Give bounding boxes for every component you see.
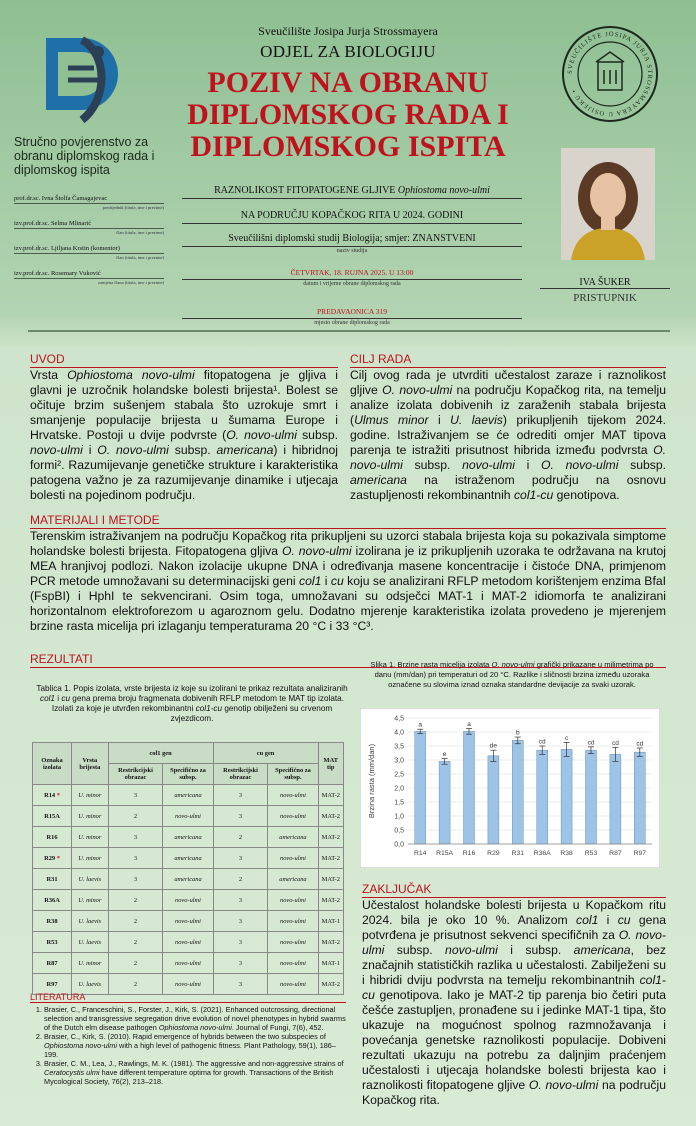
y-tick-label: 2,5 xyxy=(394,771,404,779)
bar xyxy=(586,750,597,844)
table-cell: U. minor xyxy=(72,806,109,827)
bar xyxy=(439,761,450,844)
isolates-table xyxy=(32,742,344,995)
x-tick-label: R38 xyxy=(560,850,573,857)
table-cell: MAT-2 xyxy=(318,806,343,827)
col-header-col1: col1 gen xyxy=(108,743,213,764)
table-cell: R36A xyxy=(33,890,72,911)
table-cell: 3 xyxy=(213,932,268,953)
significance-letter: cd xyxy=(587,739,595,747)
y-tick-label: 1,5 xyxy=(394,799,404,807)
uvod-text: Vrsta Ophiostoma novo-ulmi fitopatogena je gljiva i glavni je uzročnik holandske bolesti brijesta¹. Bolest se očituje brzim sušenjem stabala što uzrokuje smrt i smanjenje populacije brijesta u šumama Europe i Hrvatske. Postoji u dvije podvrste (O. novo-ulmi subsp. novo-ulmi i O. novo-ulmi subsp. americana) i hibridnoj formi². Razumijevanje genetičke strukture i karakteristika patogena važno je za razumijevanje dinamike i utjecaja bolesti na pojedinom području. xyxy=(30,368,338,502)
y-tick-label: 4,5 xyxy=(394,715,404,723)
student-photo xyxy=(561,148,655,260)
y-tick-label: 0,5 xyxy=(394,827,404,835)
table-cell: U. minor xyxy=(72,848,109,869)
table-cell: 3 xyxy=(108,785,163,806)
table-cell: U. minor xyxy=(72,785,109,806)
table-cell: 2 xyxy=(108,932,163,953)
table-row xyxy=(33,869,344,890)
table-cell: R16 xyxy=(33,827,72,848)
table-cell: MAT-2 xyxy=(318,869,343,890)
x-tick-label: R15A xyxy=(436,850,454,857)
significance-letter: e xyxy=(442,751,447,759)
table-row xyxy=(33,848,344,869)
table-cell: 2 xyxy=(108,953,163,974)
table-cell: MAT-1 xyxy=(318,911,343,932)
significance-letter: a xyxy=(418,721,423,729)
defense-place: PREDAVAONICA 319 mjesto obrane diplomskog rada xyxy=(182,307,522,326)
table-cell: 3 xyxy=(213,911,268,932)
section-divider xyxy=(28,330,670,332)
bar xyxy=(488,756,499,844)
committee-member: prof.dr.sc. Ivna Štolfa Čamagajevac predsjednik (titula, ime i prezime) xyxy=(14,195,164,210)
table-row xyxy=(33,827,344,848)
col-header-restr: Restrikcijski obrazac xyxy=(108,764,163,785)
table-row xyxy=(33,806,344,827)
significance-letter: a xyxy=(467,721,471,729)
x-tick-label: R31 xyxy=(511,850,525,857)
table-cell: U. minor xyxy=(72,890,109,911)
table-cell: novo-ulmi xyxy=(163,806,213,827)
bar xyxy=(610,754,621,844)
growth-rate-chart xyxy=(360,708,660,868)
table-cell: 2 xyxy=(108,974,163,995)
table-row xyxy=(33,911,344,932)
col-header-cu: cu gen xyxy=(213,743,318,764)
table-cell: novo-ulmi xyxy=(268,848,318,869)
table-cell: novo-ulmi xyxy=(268,932,318,953)
y-tick-label: 3,5 xyxy=(394,743,404,751)
uvod-heading: UVOD xyxy=(30,352,338,368)
x-tick-label: R36A xyxy=(533,850,551,857)
table-cell: U. laevis xyxy=(72,869,109,890)
literature-item: 3. Brasier, C. M., Lea, J., Rawlings, M. K. (1981). The aggressive and non-aggressive strains of Ceratocystis ulmi have different temperature optima for growth. Transactions of the British Mycological Society, 76(2), 213–218. xyxy=(44,1059,346,1086)
y-axis-label: Brzina rasta (mm/dan) xyxy=(367,743,376,819)
student-block xyxy=(540,277,670,304)
table-cell: novo-ulmi xyxy=(268,911,318,932)
committee-member: izv.prof.dr.sc. Rosemary Vuković zamjena člana (titula, ime i prezime) xyxy=(14,270,164,285)
y-tick-label: 4,0 xyxy=(394,729,404,737)
table-cell: R29 * xyxy=(33,848,72,869)
table-cell: novo-ulmi xyxy=(268,806,318,827)
table-cell: R87 xyxy=(33,953,72,974)
table-cell: 3 xyxy=(108,827,163,848)
department-logo-icon xyxy=(38,30,122,130)
cilj-text: Cilj ovog rada je utvrditi učestalost zaraze i raznolikost gljive O. novo-ulmi na području Kopačkog rita, na temelju analize izolata dobivenih iz zaraženih stabala brijesta (Ulmus minor i U. laevis) prikupljenih tijekom 2024. godine. Istraživanjem se će odrediti omjer MAT tipova parenja te istražiti prisutnost hibrida između podvrsta O. novo-ulmi subsp. novo-ulmi i O. novo-ulmi subsp. americana na istraženom području na osnovu zastupljenosti rekombinantnih col1-cu genotipova. xyxy=(350,368,667,502)
table-cell: MAT-2 xyxy=(318,848,343,869)
table-cell: 3 xyxy=(108,869,163,890)
significance-letter: cd xyxy=(636,740,644,748)
committee-title: Stručno povjerenstvo za obranu diplomskog rada i diplomskog ispita xyxy=(14,135,155,177)
bar xyxy=(634,752,645,844)
table-cell: novo-ulmi xyxy=(163,911,213,932)
table-cell: 3 xyxy=(213,953,268,974)
table-cell: americana xyxy=(163,827,213,848)
chart-caption: Slika 1. Brzine rasta micelija izolata O. novo-ulmi grafički prikazane u milimetrima po danu (mm/dan) pri temperaturi od 20 °C. Razlike i sličnosti brzina između uzoraka označene su slovima iznad oznaka standardne devijacije za svaki uzorak. xyxy=(370,660,654,689)
invitation-title: POZIV NA OBRANU DIPLOMSKOG RADA I DIPLOMSKOG ISPITA xyxy=(187,66,509,163)
thesis-title-line1: RAZNOLIKOST FITOPATOGENE GLJIVE Ophiostoma novo-ulmi xyxy=(182,185,522,199)
literature-list xyxy=(30,1005,346,1086)
table-cell: americana xyxy=(163,848,213,869)
svg-text:SVEUČILIŠTE JOSIPA JURJA STROS: SVEUČILIŠTE JOSIPA JURJA STROSSMAYERA U OSIJEKU • xyxy=(566,30,654,118)
table-cell: americana xyxy=(268,869,318,890)
table-cell: 2 xyxy=(213,827,268,848)
table-cell: MAT-2 xyxy=(318,785,343,806)
metode-text: Terenskim istraživanjem na području Kopačkog rita prikupljeni su uzorci stabala brijesta koja su pokazivala simptome holandske bolesti brijesta. Fitopatogena gljiva O. novo-ulmi izolirana je iz prikupljenih uzoraka te održavana na krutoj MEA hranjivoj podlozi. Nakon izolacije ukupne DNA i određivanja masene koncentracije i čistoće DNA, primjenom PCR metode umnožavani su determinacijski geni col1 i cu koju se analizirani RFLP metodom korištenjem enzima BfaI (FspBI) i HphI te sekvencirani. Osim toga, umnožavani su odsječci MAT-1 i MAT-2 idiomorfa te analizirani horizontalnom elektroforezom u agaroznom gelu. Dodatno mjerenje karakteristika izolata provedeno je mjerenjem brzine rasta micelija pri izlaganju temperaturama 20 °C i 33 °C³. xyxy=(30,529,666,633)
zakljucak-section xyxy=(362,882,666,1108)
y-tick-label: 2,0 xyxy=(394,785,404,793)
table-cell: R38 xyxy=(33,911,72,932)
table-cell: U. minor xyxy=(72,953,109,974)
table-cell: 3 xyxy=(213,890,268,911)
table-cell: americana xyxy=(163,869,213,890)
x-tick-label: R97 xyxy=(633,850,647,857)
department-name: ODJEL ZA BIOLOGIJU xyxy=(260,42,436,61)
table-row xyxy=(33,890,344,911)
table-cell: R31 xyxy=(33,869,72,890)
significance-letter: de xyxy=(489,742,498,750)
col-header-mat: MAT tip xyxy=(318,743,343,785)
table-caption: Tablica 1. Popis izolata, vrste brijesta iz koje su izolirani te prikaz rezultata analiziranih col1 i cu gena prema broju fragmenata dobivenih RFLP metodom te MAT tip izolata. Izolati za koje je utvrđen rekombinantni col1-cu genotip obilježeni su crvenom zvjezdicom. xyxy=(36,684,348,723)
table-cell: 3 xyxy=(213,848,268,869)
bar xyxy=(415,731,426,844)
y-tick-label: 0,0 xyxy=(394,841,404,849)
x-tick-label: R87 xyxy=(609,850,622,857)
col-header-spec: Specifično za subsp. xyxy=(163,764,213,785)
table-cell: 2 xyxy=(108,911,163,932)
metode-section xyxy=(30,513,666,634)
defense-datetime: ČETVRTAK, 18. RUJNA 2025. U 13:00 datum i vrijeme obrane diplomskog rada xyxy=(182,268,522,287)
table-cell: MAT-2 xyxy=(318,974,343,995)
col-header-spec: Specifično za subsp. xyxy=(268,764,318,785)
table-cell: novo-ulmi xyxy=(163,974,213,995)
zakljucak-text: Učestalost holandske bolesti brijesta u Kopačkom ritu 2024. bila je oko 10 %. Analizom col1 i cu gena potvrđena je prisutnost sekvenci specifičnih za O. novo-ulmi subsp. novo-ulmi i subsp. americana, bez značajnih statističkih razlika u učestalosti. Zabilježeni su i hibridi dviju podvrsta na temelju rekombinantnih col1-cu genotipova. Iako je MAT-2 tip parenja bio četiri puta češće zastupljen, pronađene su i jedinke MAT-1 tipa, što ukazuje na mogućnost spolnog razmnožavanja i povećanja genetske raznolikosti populacije. Dobiveni rezultati ukazuju na potrebu za daljnjim praćenjem učestalosti i utjecaja holandske bolesti brijesta kao i raznolikosti fitopatogene gljive O. novo-ulmi na području Kopačkog rita. xyxy=(362,898,667,1107)
table-cell: R14 * xyxy=(33,785,72,806)
significance-letter: cd xyxy=(611,739,619,747)
bar xyxy=(464,731,475,844)
bar xyxy=(512,740,523,844)
table-cell: 2 xyxy=(213,869,268,890)
table-cell: novo-ulmi xyxy=(268,953,318,974)
table-row xyxy=(33,785,344,806)
university-name: Sveučilište Josipa Jurja Strossmayera xyxy=(258,24,438,38)
significance-letter: b xyxy=(515,729,520,737)
table-row xyxy=(33,932,344,953)
table-cell: MAT-2 xyxy=(318,932,343,953)
table-cell: novo-ulmi xyxy=(268,890,318,911)
table-cell: 3 xyxy=(108,848,163,869)
x-tick-label: R29 xyxy=(487,850,500,857)
table-cell: 3 xyxy=(213,974,268,995)
table-cell: novo-ulmi xyxy=(268,974,318,995)
table-cell: U. laevis xyxy=(72,911,109,932)
zakljucak-heading: ZAKLJUČAK xyxy=(362,882,666,898)
university-seal-icon xyxy=(560,24,660,124)
table-cell: novo-ulmi xyxy=(163,932,213,953)
table-cell: U. laevis xyxy=(72,932,109,953)
col-header-restr: Restrikcijski obrazac xyxy=(213,764,268,785)
significance-letter: cd xyxy=(538,738,546,746)
committee-member: izv.prof.dr.sc. Selma Mlinarić član (titula, ime i prezime) xyxy=(14,220,164,235)
table-cell: MAT-1 xyxy=(318,953,343,974)
table-cell: R97 xyxy=(33,974,72,995)
table-cell: 2 xyxy=(108,806,163,827)
x-tick-label: R53 xyxy=(584,850,598,857)
recombinant-star: * xyxy=(55,854,60,862)
literature-heading: LITERATURA xyxy=(30,992,346,1003)
cilj-heading: CILJ RADA xyxy=(350,352,666,368)
x-tick-label: R16 xyxy=(462,850,476,857)
literature-section xyxy=(30,992,346,1086)
study-program: Sveučilišni diplomski studij Biologija; smjer: ZNANSTVENI naziv studija xyxy=(182,233,522,254)
x-tick-label: R14 xyxy=(413,850,427,857)
table-cell: R53 xyxy=(33,932,72,953)
bar xyxy=(561,749,572,844)
col-header-id: Oznaka izolata xyxy=(33,743,72,785)
cilj-section xyxy=(350,352,666,503)
uvod-section xyxy=(30,352,338,503)
table-cell: MAT-2 xyxy=(318,827,343,848)
y-tick-label: 3,0 xyxy=(394,757,404,765)
student-caption: PRISTUPNIK xyxy=(573,292,637,304)
table-row xyxy=(33,953,344,974)
literature-item: 1. Brasier, C., Franceschini, S., Forster, J., Kirk, S. (2021). Enhanced outcrossing, directional selection and transgressive segregation drive evolution of novel phenotypes in hybrid swarms of the Dutch elm disease pathogen Ophiostoma novo-ulmi. Journal of Fungi, 7(6), 452. xyxy=(44,1005,346,1032)
y-tick-label: 1,0 xyxy=(394,813,404,821)
table-cell: U. laevis xyxy=(72,974,109,995)
student-name: IVA ŠUKER xyxy=(540,277,670,289)
table-cell: U. minor xyxy=(72,827,109,848)
metode-heading: MATERIJALI I METODE xyxy=(30,513,666,529)
table-cell: novo-ulmi xyxy=(163,890,213,911)
rezultati-heading: REZULTATI xyxy=(30,652,666,668)
table-cell: 3 xyxy=(213,785,268,806)
table-cell: americana xyxy=(268,827,318,848)
table-cell: novo-ulmi xyxy=(163,953,213,974)
recombinant-star: * xyxy=(55,791,60,799)
table-cell: R15A xyxy=(33,806,72,827)
table-cell: americana xyxy=(163,785,213,806)
table-cell: novo-ulmi xyxy=(268,785,318,806)
bar xyxy=(537,750,548,844)
committee-member: izv.prof.dr.sc. Ljiljana Krstin (komentor) član (titula, ime i prezime) xyxy=(14,245,164,260)
table-cell: 2 xyxy=(108,890,163,911)
table-cell: MAT-2 xyxy=(318,890,343,911)
thesis-title-line2: NA PODRUČJU KOPAČKOG RITA U 2024. GODINI xyxy=(182,210,522,224)
col-header-species: Vrsta brijesta xyxy=(72,743,109,785)
table-cell: 3 xyxy=(213,806,268,827)
significance-letter: c xyxy=(564,734,569,742)
literature-item: 2. Brasier, C., Kirk, S. (2010). Rapid emergence of hybrids between the two subspecies of Ophiostoma novo-ulmi with a high level of pathogenic fitness. Plant Pathology, 59(1), 186–199. xyxy=(44,1032,346,1059)
